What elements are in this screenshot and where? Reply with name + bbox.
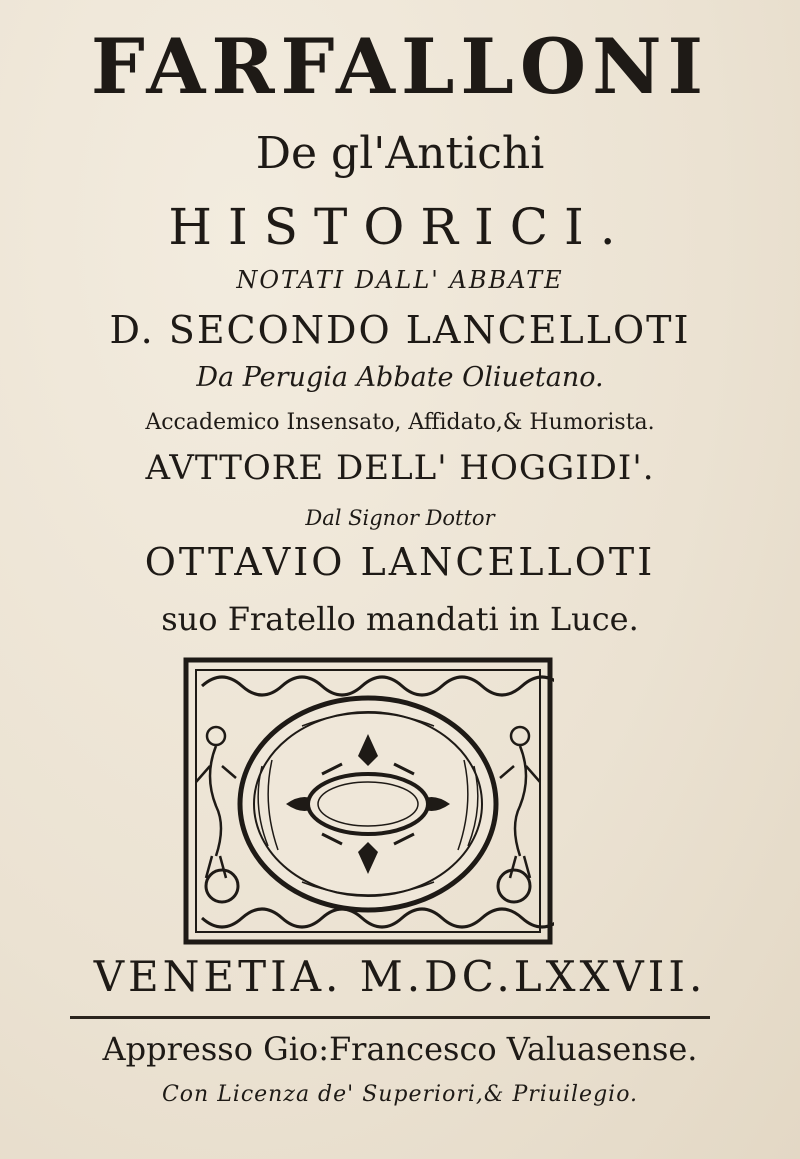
imprint-place-date: VENETIA. M.DC.LXXVII.	[93, 952, 707, 1001]
license-line: Con Licenza de' Superiori,& Priuilegio.	[161, 1082, 639, 1107]
author-origin: Da Perugia Abbate Oliuetano.	[196, 362, 604, 393]
author-of-line: AVTTORE DELL' HOGGIDI'.	[145, 448, 655, 488]
by-line: Dal Signor Dottor	[305, 506, 495, 530]
horizontal-rule	[70, 1016, 710, 1019]
author-academies: Accademico Insensato, Affidato,& Humorista.	[145, 410, 655, 435]
printer-name: Appresso Gio:Francesco Valuasense.	[102, 1030, 698, 1068]
book-title: FARFALLONI	[90, 22, 710, 111]
editor-role: suo Fratello mandati in Luce.	[161, 600, 639, 638]
subtitle-line-2: HISTORICI.	[168, 198, 632, 256]
editor-name: OTTAVIO LANCELLOTI	[144, 540, 656, 584]
author-name: D. SECONDO LANCELLOTI	[109, 308, 691, 352]
printers-device-woodcut	[182, 656, 554, 946]
subtitle-line-1: De gl'Antichi	[255, 128, 545, 179]
noted-by-line: NOTATI DALL' ABBATE	[236, 266, 564, 294]
